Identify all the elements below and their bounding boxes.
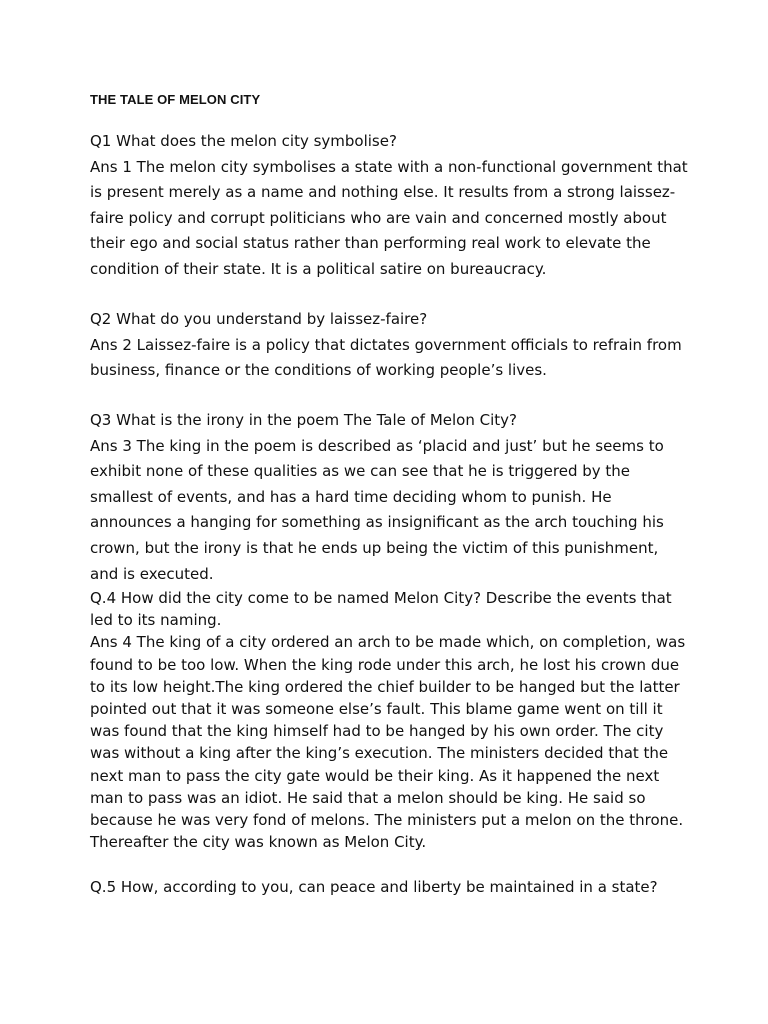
answer-3: Ans 3 The king in the poem is described as ‘placid and just’ but he seems to exhibit none of these qualities as we can see that he is triggered by the smallest of events, and has a hard time deciding whom to punish. He announces a hanging for something as insignificant as the arch touching his crown, but the irony is that he ends up being the victim of this punishment, and is executed. <box>90 436 664 583</box>
qa-block-1 <box>90 129 690 283</box>
question-2: Q2 What do you understand by laissez-faire? <box>90 310 428 328</box>
question-3: Q3 What is the irony in the poem The Tale of Melon City? <box>90 411 517 429</box>
question-5: Q.5 How, according to you, can peace and liberty be maintained in a state? <box>90 878 658 896</box>
qa-block-4 <box>90 587 690 853</box>
answer-4: Ans 4 The king of a city ordered an arch to be made which, on completion, was found to be too low. When the king rode under this arch, he lost his crown due to its low height.The king ordered the chief builder to be hanged but the latter pointed out that it was someone else’s fault. This blame game went on till it was found that the king himself had to be hanged by his own order. The city was without a king after the king’s execution. The ministers decided that the next man to pass the city gate would be their king. As it happened the next man to pass was an idiot. He said that a melon should be king. He said so because he was very fond of melons. The ministers put a melon on the throne. Thereafter the city was known as Melon City. <box>90 633 686 852</box>
qa-block-2 <box>90 307 690 384</box>
answer-1: Ans 1 The melon city symbolises a state with a non-functional government that is present merely as a name and nothing else. It results from a strong laissez-faire policy and corrupt politicians who are vain and concerned mostly about their ego and social status rather than performing real work to elevate the condition of their state. It is a political satire on bureaucracy. <box>90 157 688 278</box>
document-title: THE TALE OF MELON CITY <box>90 92 261 107</box>
question-1: Q1 What does the melon city symbolise? <box>90 132 397 150</box>
qa-block-3 <box>90 408 690 587</box>
qa-block-5 <box>90 876 690 898</box>
answer-2: Ans 2 Laissez-faire is a policy that dictates government officials to refrain from business, finance or the conditions of working people’s lives. <box>90 335 682 380</box>
question-4: Q.4 How did the city come to be named Melon City? Describe the events that led to its naming. <box>90 589 672 630</box>
